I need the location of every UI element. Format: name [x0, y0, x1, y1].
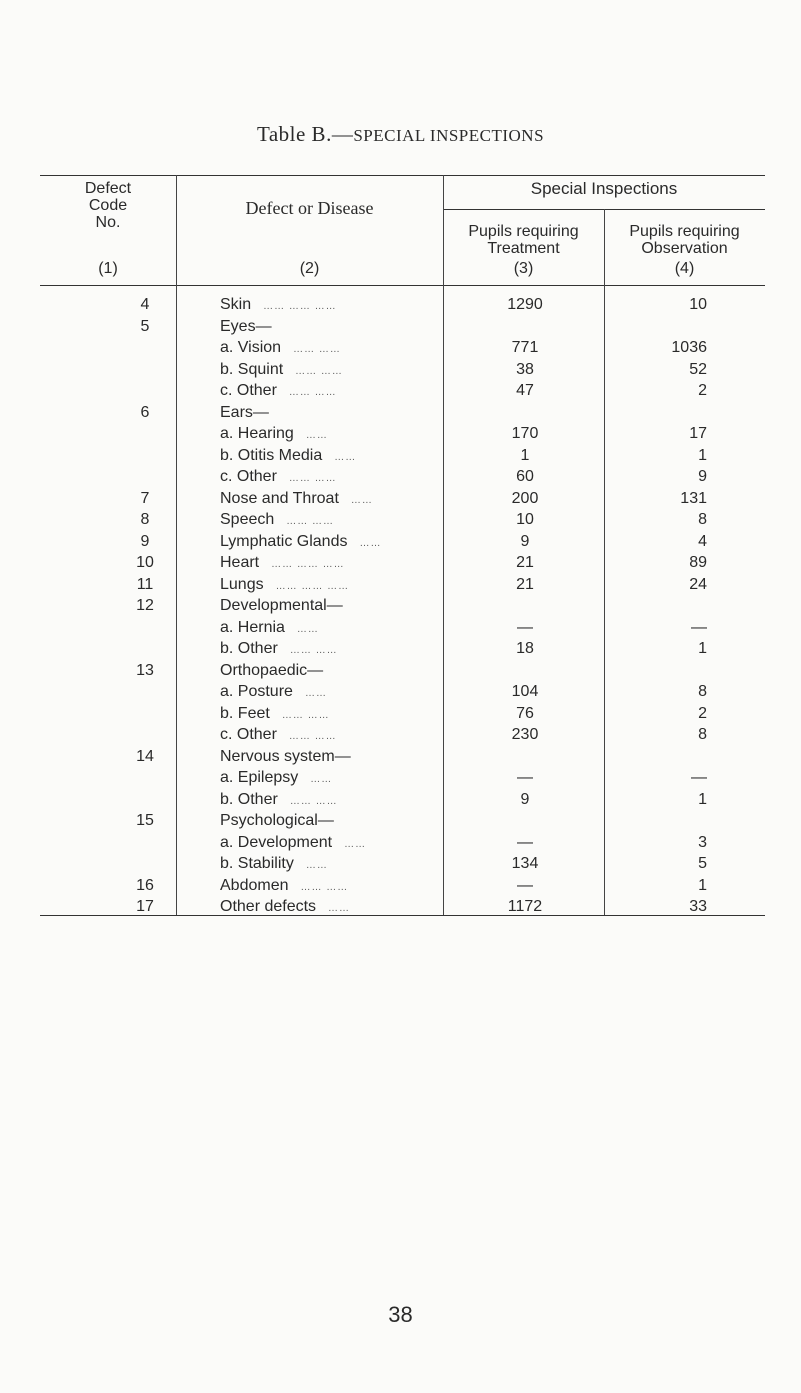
row-treatment-value: — — [517, 769, 533, 786]
row-disease — [220, 446, 435, 467]
leader-dots: …… …… …… — [271, 559, 345, 570]
row-disease-label: Nervous system— — [220, 747, 351, 765]
header-treatment: Pupils requiring Treatment — [468, 223, 579, 257]
row-treatment-value: 38 — [516, 360, 534, 378]
leader-dots: …… …… — [281, 709, 330, 721]
row-disease — [220, 897, 435, 918]
row-observation-value: 33 — [689, 898, 707, 915]
row-disease-label: Orthopaedic— — [220, 661, 324, 679]
row-disease-label: a. Hernia — [220, 618, 285, 636]
row-disease — [220, 854, 435, 875]
row-disease — [220, 424, 435, 445]
row-observation-value: 2 — [698, 382, 707, 399]
leader-dots: …… — [359, 537, 382, 549]
row-disease — [220, 338, 435, 359]
row-disease-label: Other defects — [220, 898, 317, 915]
row-disease — [220, 618, 435, 639]
leader-dots: …… — [304, 688, 327, 699]
row-treatment-value: 1172 — [507, 898, 543, 915]
header-special-inspections: Special Inspections — [530, 179, 678, 198]
header-observation: Pupils requiring Observation — [629, 223, 740, 257]
row-disease-label: Ears— — [220, 403, 269, 421]
row-treatment-value: 230 — [511, 726, 539, 743]
row-disease — [220, 811, 435, 830]
row-disease — [220, 295, 435, 316]
header-col2-number: (2) — [299, 260, 320, 277]
row-code: 17 — [136, 898, 154, 915]
row-disease — [220, 682, 435, 703]
row-observation-value: 1 — [698, 640, 707, 657]
row-observation-value: 5 — [698, 855, 707, 872]
row-treatment-value: 60 — [516, 468, 534, 485]
row-observation-value: — — [691, 769, 707, 786]
row-treatment-value: 10 — [516, 511, 534, 528]
row-disease — [220, 833, 435, 854]
leader-dots: …… — [305, 860, 328, 871]
row-disease — [220, 532, 435, 553]
header-defect-or-disease: Defect or Disease — [245, 198, 374, 218]
row-treatment-value: 200 — [511, 489, 539, 507]
row-observation-value: 3 — [698, 833, 707, 851]
leader-dots: …… …… — [288, 473, 337, 484]
row-observation-value: — — [691, 618, 707, 636]
row-treatment-value: 1 — [520, 446, 530, 464]
header-bottom-rule — [40, 285, 765, 286]
leader-dots: …… …… — [289, 645, 338, 656]
row-observation-value: 10 — [689, 296, 707, 313]
row-code: 9 — [140, 532, 150, 550]
row-disease — [220, 639, 435, 660]
row-disease-label: b. Stability — [220, 855, 294, 872]
row-observation-value: 52 — [689, 360, 707, 378]
leader-dots: …… …… — [289, 795, 338, 807]
row-disease-label: a. Vision — [220, 339, 282, 356]
row-disease-label: b. Other — [220, 640, 278, 657]
row-treatment-value: 9 — [520, 532, 530, 550]
row-disease-label: Nose and Throat — [220, 489, 339, 507]
row-disease-label: b. Otitis Media — [220, 446, 323, 464]
leader-dots: …… — [328, 903, 351, 914]
row-disease-label: b. Squint — [220, 360, 284, 378]
row-disease — [220, 747, 435, 766]
row-disease-label: Lungs — [220, 575, 264, 593]
leader-dots: …… …… — [295, 365, 343, 377]
column-divider-2 — [443, 175, 444, 915]
leader-dots: …… …… — [288, 387, 337, 398]
row-treatment-value: 47 — [516, 382, 534, 399]
row-treatment-value: 771 — [511, 339, 539, 356]
row-observation-value: 4 — [698, 532, 707, 550]
row-observation-value: 1 — [698, 790, 707, 808]
row-disease — [220, 768, 435, 789]
row-disease-label: a. Posture — [220, 683, 293, 700]
header-top-rule — [40, 175, 765, 176]
row-observation-value: 8 — [698, 726, 707, 743]
row-observation-value: 8 — [698, 511, 707, 528]
row-observation-value: 1036 — [671, 339, 707, 356]
row-observation-value: 2 — [698, 704, 707, 722]
row-treatment-value: 21 — [516, 575, 534, 593]
row-treatment-value: 21 — [516, 554, 534, 571]
row-disease — [220, 489, 435, 510]
page-number: 38 — [388, 1302, 413, 1327]
row-disease-label: Speech — [220, 511, 275, 528]
leader-dots: …… — [310, 774, 333, 785]
row-disease-label: Lymphatic Glands — [220, 532, 348, 550]
row-treatment-value: — — [517, 833, 533, 851]
row-code: 6 — [140, 403, 150, 421]
row-disease-label: b. Other — [220, 790, 278, 808]
table-title — [0, 122, 801, 147]
row-disease-label: Heart — [220, 554, 260, 571]
row-disease-label: c. Other — [220, 726, 277, 743]
row-observation-value: 89 — [689, 554, 707, 571]
leader-dots: …… …… — [300, 881, 349, 893]
row-code: 16 — [136, 876, 154, 894]
row-disease — [220, 360, 435, 381]
row-disease — [220, 317, 435, 336]
header-defect-code: Defect Code No. — [84, 180, 132, 231]
row-code: 4 — [140, 296, 150, 313]
header-col3-number: (3) — [513, 260, 534, 277]
row-disease — [220, 381, 435, 402]
leader-dots: …… …… — [286, 516, 335, 527]
row-disease — [220, 790, 435, 811]
row-treatment-value: 104 — [511, 683, 539, 700]
row-disease — [220, 596, 435, 615]
leader-dots: …… …… …… — [263, 301, 337, 312]
header-col4-number: (4) — [674, 260, 695, 277]
row-disease — [220, 704, 435, 725]
row-code: 11 — [136, 575, 154, 593]
row-observation-value: 1 — [698, 876, 707, 894]
row-treatment-value: 76 — [516, 704, 534, 722]
leader-dots: …… — [350, 494, 373, 506]
row-disease — [220, 725, 435, 746]
row-observation-value: 8 — [698, 683, 707, 700]
row-disease-label: c. Other — [220, 382, 277, 399]
row-treatment-value: 134 — [511, 855, 539, 872]
leader-dots: …… — [296, 623, 319, 635]
row-treatment-value: 18 — [516, 640, 534, 657]
row-disease-label: b. Feet — [220, 704, 270, 722]
row-code: 7 — [140, 489, 150, 507]
leader-dots: …… …… — [293, 344, 341, 355]
row-disease-label: Psychological— — [220, 812, 334, 829]
row-code: 14 — [136, 747, 154, 765]
row-disease-label: Abdomen — [220, 876, 289, 894]
row-disease-label: Eyes— — [220, 317, 272, 335]
row-disease — [220, 876, 435, 897]
leader-dots: …… — [305, 430, 328, 441]
row-disease-label: a. Development — [220, 833, 333, 851]
leader-dots: …… …… — [288, 731, 337, 742]
row-disease — [220, 661, 435, 680]
row-treatment-value: 1290 — [507, 296, 543, 313]
row-code: 12 — [136, 597, 154, 614]
row-disease-label: Developmental— — [220, 597, 343, 614]
row-observation-value: 1 — [698, 446, 707, 464]
row-treatment-value: — — [517, 618, 533, 636]
row-disease-label: a. Hearing — [220, 425, 294, 442]
row-disease-label: Skin — [220, 296, 252, 313]
header-col1-number: (1) — [98, 260, 118, 277]
title-rest: SPECIAL INSPECTIONS — [353, 126, 545, 145]
row-code: 15 — [136, 812, 154, 829]
row-code: 10 — [136, 554, 154, 571]
row-disease-label: c. Other — [220, 468, 277, 485]
row-observation-value: 9 — [698, 468, 707, 485]
row-observation-value: 24 — [689, 575, 707, 593]
row-code: 13 — [136, 661, 154, 679]
row-disease — [220, 510, 435, 531]
row-disease — [220, 403, 435, 422]
row-observation-value: 131 — [680, 489, 707, 507]
row-treatment-value: — — [517, 876, 533, 894]
row-disease-label: a. Epilepsy — [220, 769, 299, 786]
row-code: 8 — [140, 511, 150, 528]
row-observation-value: 17 — [689, 425, 707, 442]
leader-dots: …… …… …… — [275, 580, 350, 592]
row-disease — [220, 575, 435, 596]
row-code: 5 — [140, 317, 150, 335]
row-disease — [220, 467, 435, 488]
title-prefix: Table B.— — [256, 122, 354, 146]
row-treatment-value: 170 — [511, 425, 539, 442]
leader-dots: …… — [334, 451, 357, 463]
row-disease — [220, 553, 435, 574]
leader-dots: …… — [344, 838, 367, 850]
row-treatment-value: 9 — [520, 790, 530, 808]
